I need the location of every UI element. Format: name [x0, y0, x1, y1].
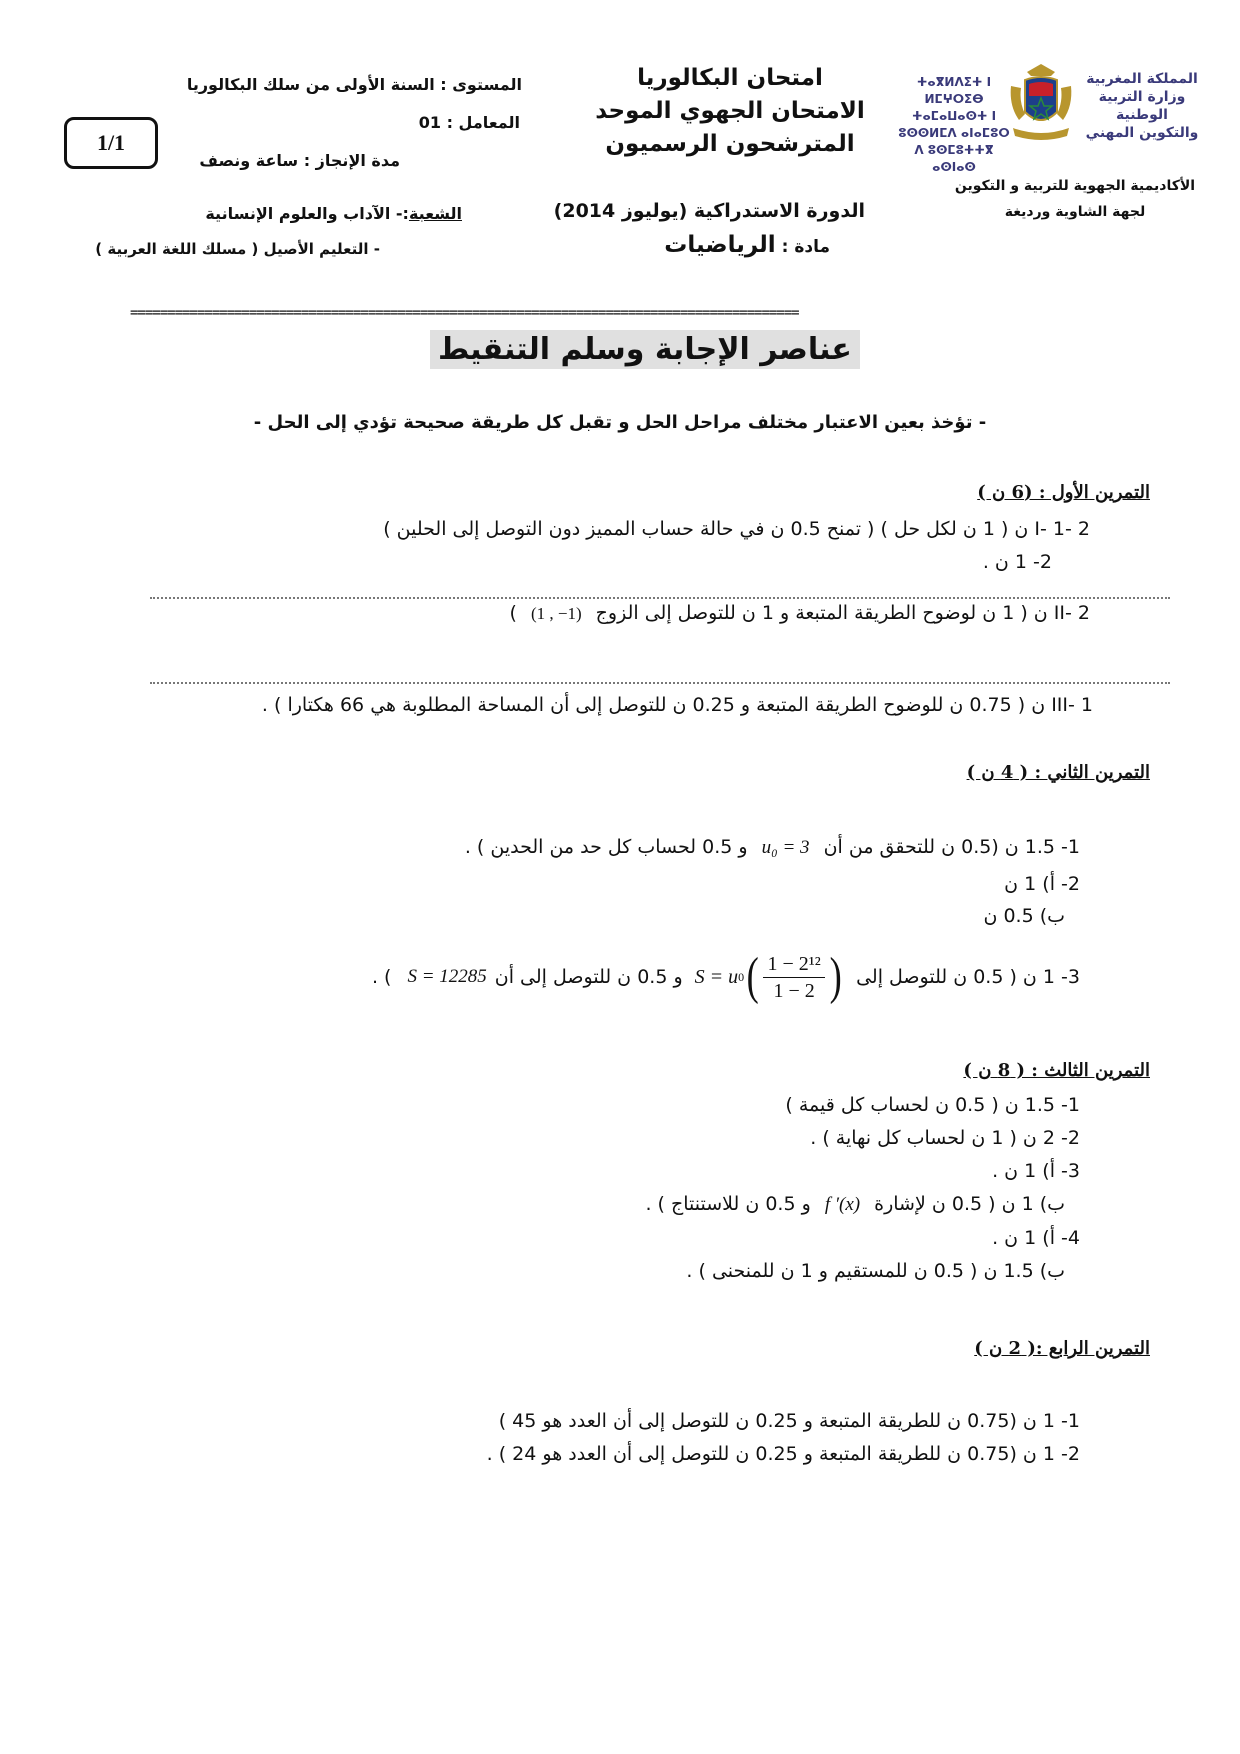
header-separator: ========================================================================================== — [130, 306, 799, 321]
ministry-block — [1072, 70, 1212, 142]
coefficient: المعامل : 01 — [418, 113, 520, 132]
ex1-line-1: I- 1- 2 ن ( 1 ن لكل حل ) ( تمنح 0.5 ن في حالة حساب المميز دون التوصل إلى الحلين ) — [383, 518, 1090, 540]
academy-block — [930, 173, 1220, 225]
ex2-sum-formula: S = u 0 ( $\frac{\text{1 − 2¹²}}{1 - 2}$ ) — [694, 948, 842, 1005]
session-line — [540, 200, 865, 222]
ex2-line-1-b: و 0.5 لحساب كل حد من الحدين ) . — [464, 836, 748, 858]
ex2-line-4 — [200, 942, 1080, 1012]
ministry-name-1: وزارة التربية الوطنية — [1098, 89, 1186, 123]
ex1-title: التمرين الأول : (6 ن ) — [977, 482, 1150, 503]
ex3-title: التمرين الثالث : ( 8 ن ) — [963, 1060, 1150, 1081]
ex1-line-3 — [370, 602, 1090, 624]
exam-title-1: امتحان البكالوريا — [637, 65, 823, 91]
ex2-line-4-c: ) . — [371, 966, 392, 988]
ex2-line-4-math: S = 12285 — [407, 966, 487, 987]
ex2-sum-lhs: S = u — [694, 965, 739, 988]
page-number-box — [64, 117, 158, 169]
fraction-numerator: 1 − 2¹² — [763, 951, 824, 978]
subject-label: مادة : — [775, 237, 830, 257]
fraction — [763, 951, 824, 1004]
ex4-line-2: 2- 1 ن (0.75 ن للطريقة المتبعة و 0.25 ن للتوصل إلى أن العدد هو 24 ) . — [486, 1443, 1080, 1465]
ex3-line-5: 4- أ) 1 ن . — [992, 1227, 1080, 1249]
level: المستوى : السنة الأولى من سلك البكالوريا — [186, 75, 522, 94]
duration: مدة الإنجاز : ساعة ونصف — [199, 151, 400, 170]
ex3-line-1: 1- 1.5 ن ( 0.5 ن لحساب كل قيمة ) — [785, 1094, 1080, 1116]
ex1-divider-2 — [150, 682, 1170, 684]
ex2-line-2: 2- أ) 1 ن — [1004, 873, 1080, 895]
exam-title-block — [580, 62, 880, 161]
branch-line — [150, 201, 462, 227]
ex1-divider-1 — [150, 597, 1170, 599]
academy-region: لجهة الشاوية ورديغة — [1004, 204, 1146, 220]
ex1-line-3-text: II- 2 ن ( 1 ن لوضوح الطريقة المتبعة و 1 ن للتوصل إلى الزوج — [595, 602, 1090, 624]
ex4-title: التمرين الرابع :( 2 ن ) — [974, 1338, 1150, 1359]
ministry-name-2: والتكوين المهني — [1085, 125, 1199, 141]
exam-title-2: الامتحان الجهوي الموحد — [595, 98, 865, 124]
title-wrap — [0, 330, 1240, 369]
ex3-line-4-b: و 0.5 ن للاستنتاج ) . — [645, 1193, 811, 1215]
right-paren-icon: ) — [829, 948, 842, 1005]
ex3-line-6: ب) 1.5 ن ( 0.5 ن للمستقيم و 1 ن للمنحنى ) . — [686, 1260, 1065, 1282]
ex2-title: التمرين الثاني : ( 4 ن ) — [966, 762, 1150, 783]
ex4-line-1: 1- 1 ن (0.75 ن للطريقة المتبعة و 0.25 ن للتوصل إلى أن العدد هو 45 ) — [498, 1410, 1080, 1432]
exam-title-3: المترشحون الرسميون — [605, 131, 855, 157]
tifinagh-line-2: ⵜⴰⵎⴰⵡⴰⵙⵜ ⵏ ⵓⵙⵙⵍⵎⴷ ⴰⵏⴰⵎⵓⵔ — [898, 109, 1010, 140]
ex2-line-1-math: u₀ = 3 — [761, 837, 810, 858]
branch: :- الآداب والعلوم الإنسانية — [205, 204, 409, 223]
tifinagh-line-1: ⵜⴰⴳⵍⴷⵉⵜ ⵏ ⵍⵎⵖⵔⵉⴱ — [916, 75, 992, 106]
general-note: - تؤخذ بعين الاعتبار مختلف مراحل الحل و تقبل كل طريقة صحيحة تؤدي إلى الحل - — [253, 412, 987, 433]
ex1-line-4: III- 1 ن ( 0.75 ن للوضوح الطريقة المتبعة و 0.25 ن للتوصل إلى أن المساحة المطلوبة هي 66 هكتارا ) . — [261, 694, 1093, 716]
ex2-line-1 — [290, 836, 1080, 859]
tifinagh-line-3: ⴷ ⵓⵙⵎⵓⵜⵜⴳ ⴰⵙⵏⴰⵙ — [914, 143, 994, 174]
academy-name: الأكاديمية الجهوية للتربية و التكوين — [954, 178, 1196, 194]
session: الدورة الاستدراكية (يوليوز 2014) — [553, 200, 865, 222]
subject: الرياضيات — [664, 232, 776, 258]
ex1-line-3-end: ) — [509, 602, 517, 624]
kingdom-name: المملكة المغربية — [1086, 71, 1198, 87]
ex2-line-4-b: و 0.5 ن للتوصل إلى أن — [494, 966, 683, 988]
branch-2: - التعليم الأصيل ( مسلك اللغة العربية ) — [95, 240, 380, 258]
page-number: 1/1 — [96, 130, 126, 155]
ex2-line-4-a: 3- 1 ن ( 0.5 ن للتوصل إلى — [856, 966, 1080, 988]
ex1-line-2: 2- 1 ن . — [982, 551, 1052, 573]
coat-of-arms-logo — [1005, 62, 1077, 144]
fraction-denominator: 1 − 2 — [773, 979, 815, 1002]
ex3-line-3: 3- أ) 1 ن . — [992, 1160, 1080, 1182]
ex2-line-1-a: 1- 1.5 ن (0.5 ن للتحقق من أن — [823, 836, 1080, 858]
ex1-line-3-math: (1 , −1) — [530, 604, 582, 623]
ex2-line-3: ب) 0.5 ن — [983, 905, 1065, 927]
ex3-line-4-a: ب) 1 ن ( 0.5 ن لإشارة — [874, 1193, 1065, 1215]
main-title: عناصر الإجابة وسلم التنقيط — [430, 330, 860, 369]
ex3-line-4-math: f ′(x) — [824, 1194, 861, 1215]
ex3-line-4 — [500, 1193, 1065, 1216]
ex3-line-2: 2- 2 ن ( 1 ن لحساب كل نهاية ) . — [810, 1127, 1080, 1149]
tifinagh-block — [898, 74, 1010, 176]
left-paren-icon: ( — [746, 948, 759, 1005]
branch-label: الشعبة — [408, 204, 462, 223]
subject-line — [560, 232, 830, 258]
